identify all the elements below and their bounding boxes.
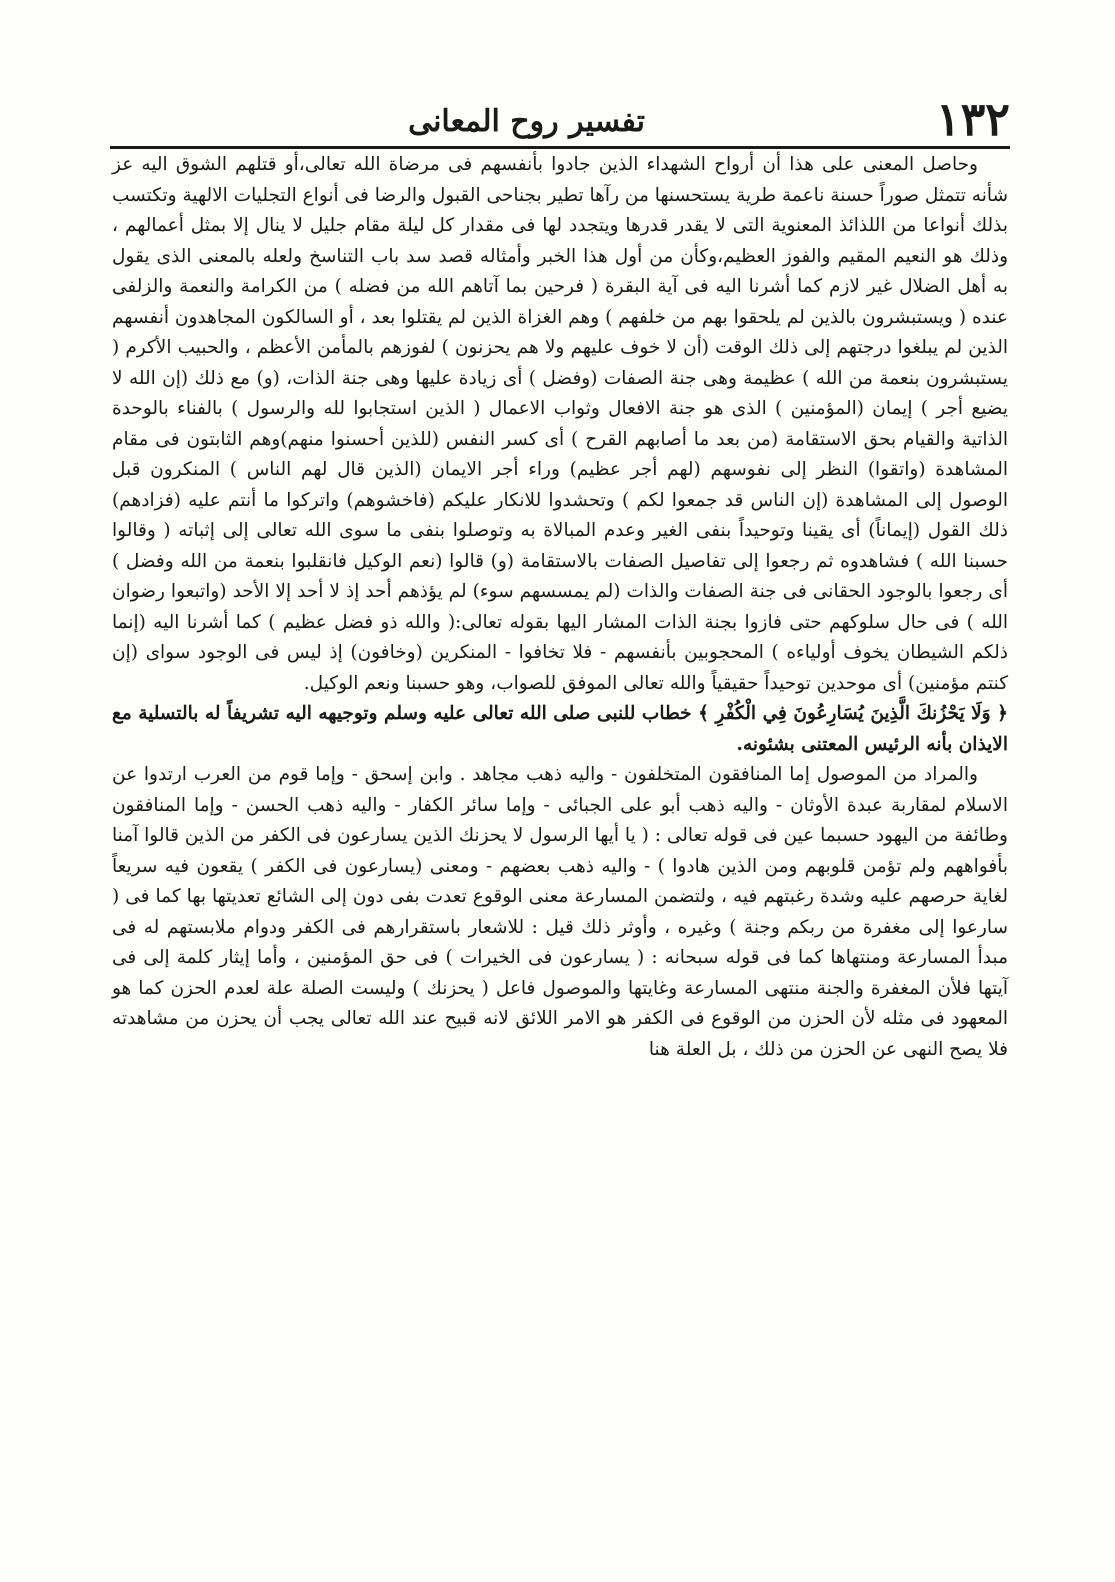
- paragraph-explanation: والمراد من الموصول إما المنافقون المتخلفون - واليه ذهب مجاهد . وابن إسحق - وإما قوم من العرب ارتدوا عن الاسلام لمقاربة عبدة الأوثان - واليه ذهب أبو على الجبائى - وإما سائر الكفار - واليه ذهب الحسن - وإما المنافقون وطائفة من اليهود حسبما عين فى قوله تعالى : ( يا أيها الرسول لا يحزنك الذين يسارعون فى الكفر من الذين قالوا آمنا بأفواههم ولم تؤمن قلوبهم ومن الذين هادوا ) - واليه ذهب بعضهم - ومعنى (يسارعون فى الكفر ) يقعون فيه سريعاً لغاية حرصهم عليه وشدة رغبتهم فيه ، ولتضمن المسارعة معنى الوقوع تعدت بفى دون إلى الشائع تعديتها بها كما فى ( سارعوا إلى مغفرة من ربكم وجنة ) وغيره ، وأوثر ذلك قيل : للاشعار باستقرارهم فى الكفر ودوام ملابستهم له فى مبدأ المسارعة ومنتهاها كما فى قوله سبحانه : ( يسارعون فى الخيرات ) فى حق المؤمنين ، وأما إيثار كلمة إلى فى آيتها فلأن المغفرة والجنة منتهى المسارعة وغايتها والموصول فاعل ( يحزنك ) وليست الصلة علة لعدم الحزن كما هو المعهود فى مثله لأن الحزن من الوقوع فى الكفر هو الامر اللائق لانه قبيح عند الله تعالى يجب أن يحزن من مشاهدته فلا يصح النهى عن الحزن من ذلك ، بل العلة هنا: [112, 764, 1008, 1060]
- paragraph-verse-heading: ﴿ وَلَا يَحْزُنكَ الَّذِينَ يُسَارِعُونَ فِي الْكُفْرِ ﴾ خطاب للنبى صلى الله تعالى عليه وسلم وتوجيهه اليه تشريفاً له بالتسلية مع الايذان بأنه الرئيس المعتنى بشئونه.: [112, 703, 1008, 755]
- running-title: تفسير روح المعانى: [408, 104, 645, 139]
- body-text: [112, 150, 1008, 1065]
- paragraph-commentary: وحاصل المعنى على هذا أن أرواح الشهداء الذين جادوا بأنفسهم فى مرضاة الله تعالى،أو قتلهم الشوق اليه عز شأنه تتمثل صوراً حسنة ناعمة طرية يستحسنها من رآها تطير بجناحى القبول والرضا فى أنواع التجليات الالهية وتكتسب بذلك أنواعا من اللذائذ المعنوية التى لا يقدر قدرها ويتجدد لها فى مقدار كل ليلة مقام جليل لا ينال إلا بمثل أعمالهم ، وذلك هو النعيم المقيم والفوز العظيم،وكأن من أول هذا الخبر وأمثاله قصد سد باب التناسخ ولعله بالمعنى الذى يقول به أهل الضلال غير لازم كما أشرنا اليه فى آية البقرة ( فرحين بما آتاهم الله من فضله ) من الكرامة والنعمة والزلفى عنده ( ويستبشرون بالذين لم يلحقوا بهم من خلفهم ) وهم الغزاة الذين لم يقتلوا بعد ، أو السالكون المجاهدون أنفسهم الذين لم يبلغوا درجتهم إلى ذلك الوقت (أن لا خوف عليهم ولا هم يحزنون ) لفوزهم بالمأمن الأعظم ، والحبيب الأكرم ( يستبشرون بنعمة من الله ) عظيمة وهى جنة الصفات (وفضل ) أى زيادة عليها وهى جنة الذات، (و) مع ذلك (إن الله لا يضيع أجر ) إيمان (المؤمنين ) الذى هو جنة الافعال وثواب الاعمال ( الذين استجابوا لله والرسول ) بالفناء بالوحدة الذاتية والقيام بحق الاستقامة (من بعد ما أصابهم القرح ) أى كسر النفس (للذين أحسنوا منهم)وهم الثابتون فى مقام المشاهدة (واتقوا) النظر إلى نفوسهم (لهم أجر عظيم) وراء أجر الايمان (الذين قال لهم الناس ) المنكرون قبل الوصول إلى المشاهدة (إن الناس قد جمعوا لكم ) وتحشدوا للانكار عليكم (فاخشوهم) واتركوا ما أنتم عليه (فزادهم) ذلك القول (إيماناً) أى يقينا وتوحيداً بنفى الغير وعدم المبالاة به وتوصلوا بنفى ما سوى الله تعالى إلى إثباته ( وقالوا حسبنا الله ) فشاهدوه ثم رجعوا إلى تفاصيل الصفات بالاستقامة (و) قالوا (نعم الوكيل فانقلبوا بنعمة من الله وفضل ) أى رجعوا بالوجود الحقانى فى جنة الصفات والذات (لم يمسسهم سوء) لم يؤذهم أحد إذ لا أحد إلا الأحد (واتبعوا رضوان الله ) فى حال سلوكهم حتى فازوا بجنة الذات المشار اليها بقوله تعالى:( والله ذو فضل عظيم ) كما أشرنا اليه (إنما ذلكم الشيطان يخوف أولياءه ) المحجوبين بأنفسهم - فلا تخافوا - المنكرين (وخافون) إذ ليس فى الوجود سواى (إن كنتم مؤمنين) أى موحدين توحيداً حقيقياً والله تعالى الموفق للصواب، وهو حسبنا ونعم الوكيل.: [112, 154, 1008, 694]
- header-rule: [110, 146, 1010, 149]
- page-number: ١٣٢: [935, 92, 1010, 146]
- page-header: [110, 88, 1010, 148]
